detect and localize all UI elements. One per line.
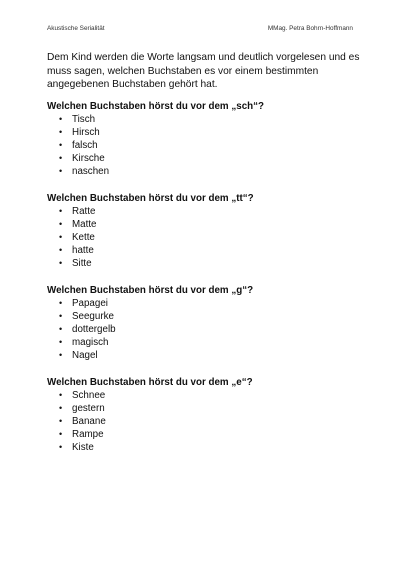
list-item <box>47 415 367 428</box>
word-text: Kirsche <box>72 153 105 165</box>
list-item <box>47 218 367 231</box>
list-item <box>47 205 367 218</box>
bullet-icon: • <box>59 337 63 348</box>
list-item <box>47 349 367 362</box>
list-item <box>47 152 367 165</box>
word-text: Banane <box>72 416 106 428</box>
question-section-g <box>47 284 367 362</box>
list-item <box>47 113 367 126</box>
bullet-icon: • <box>59 324 63 335</box>
list-item <box>47 231 367 244</box>
word-text: Sitte <box>72 258 92 270</box>
bullet-icon: • <box>59 153 63 164</box>
bullet-icon: • <box>59 350 63 361</box>
question-title: Welchen Buchstaben hörst du vor dem „sch“? <box>47 101 265 112</box>
bullet-icon: • <box>59 206 63 216</box>
word-text: magisch <box>72 337 109 349</box>
bullet-icon: • <box>59 245 63 256</box>
word-text: Papagei <box>72 298 108 309</box>
word-text: gestern <box>72 403 105 415</box>
bullet-icon: • <box>59 429 63 440</box>
word-list <box>47 389 367 454</box>
list-item <box>47 441 367 454</box>
word-text: Rampe <box>72 429 104 441</box>
question-title: Welchen Buchstaben hörst du vor dem „e“? <box>47 377 253 388</box>
list-item <box>47 165 367 178</box>
list-item <box>47 428 367 441</box>
bullet-icon: • <box>59 258 63 269</box>
question-section-e <box>47 376 367 454</box>
instruction-paragraph: Dem Kind werden die Worte langsam und deutlich vorgelesen und es muss sagen, welchen Buchstaben es vor einem bestimmten angegebenen Buchstaben gehört hat. <box>47 52 360 90</box>
bullet-icon: • <box>59 311 63 322</box>
bullet-icon: • <box>59 166 63 177</box>
bullet-icon: • <box>59 232 63 243</box>
list-item <box>47 310 367 323</box>
question-section-sch <box>47 100 367 178</box>
header-left-text: Akustische Serialität <box>47 25 105 32</box>
list-item <box>47 139 367 152</box>
list-item <box>47 257 367 270</box>
word-text: hatte <box>72 245 94 257</box>
word-text: Kiste <box>72 442 94 454</box>
question-title: Welchen Buchstaben hörst du vor dem „tt“? <box>47 193 254 204</box>
list-item <box>47 336 367 349</box>
word-text: Hirsch <box>72 127 100 139</box>
header-right-text: MMag. Petra Bohrn-Hoffmann <box>267 25 353 32</box>
word-text: naschen <box>72 166 110 178</box>
bullet-icon: • <box>59 442 63 453</box>
word-text: Tisch <box>72 114 96 125</box>
word-text: dottergelb <box>72 324 116 336</box>
word-list <box>47 113 367 178</box>
bullet-icon: • <box>59 403 63 414</box>
bullet-icon: • <box>59 114 63 124</box>
bullet-icon: • <box>59 298 63 308</box>
list-item <box>47 244 367 257</box>
word-text: Seegurke <box>72 311 114 323</box>
word-list <box>47 297 367 362</box>
word-text: Kette <box>72 232 95 244</box>
word-text: Matte <box>72 219 97 231</box>
page-header <box>47 25 353 32</box>
list-item <box>47 126 367 139</box>
question-title: Welchen Buchstaben hörst du vor dem „g“? <box>47 285 254 296</box>
bullet-icon: • <box>59 219 63 230</box>
word-text: Schnee <box>72 390 106 401</box>
bullet-icon: • <box>59 416 63 427</box>
list-item <box>47 297 367 310</box>
question-section-tt <box>47 192 367 270</box>
list-item <box>47 402 367 415</box>
word-text: Nagel <box>72 350 98 362</box>
bullet-icon: • <box>59 127 63 138</box>
word-text: falsch <box>72 140 98 152</box>
word-list <box>47 205 367 270</box>
list-item <box>47 323 367 336</box>
word-text: Ratte <box>72 206 96 217</box>
bullet-icon: • <box>59 390 63 400</box>
bullet-icon: • <box>59 140 63 151</box>
list-item <box>47 389 367 402</box>
